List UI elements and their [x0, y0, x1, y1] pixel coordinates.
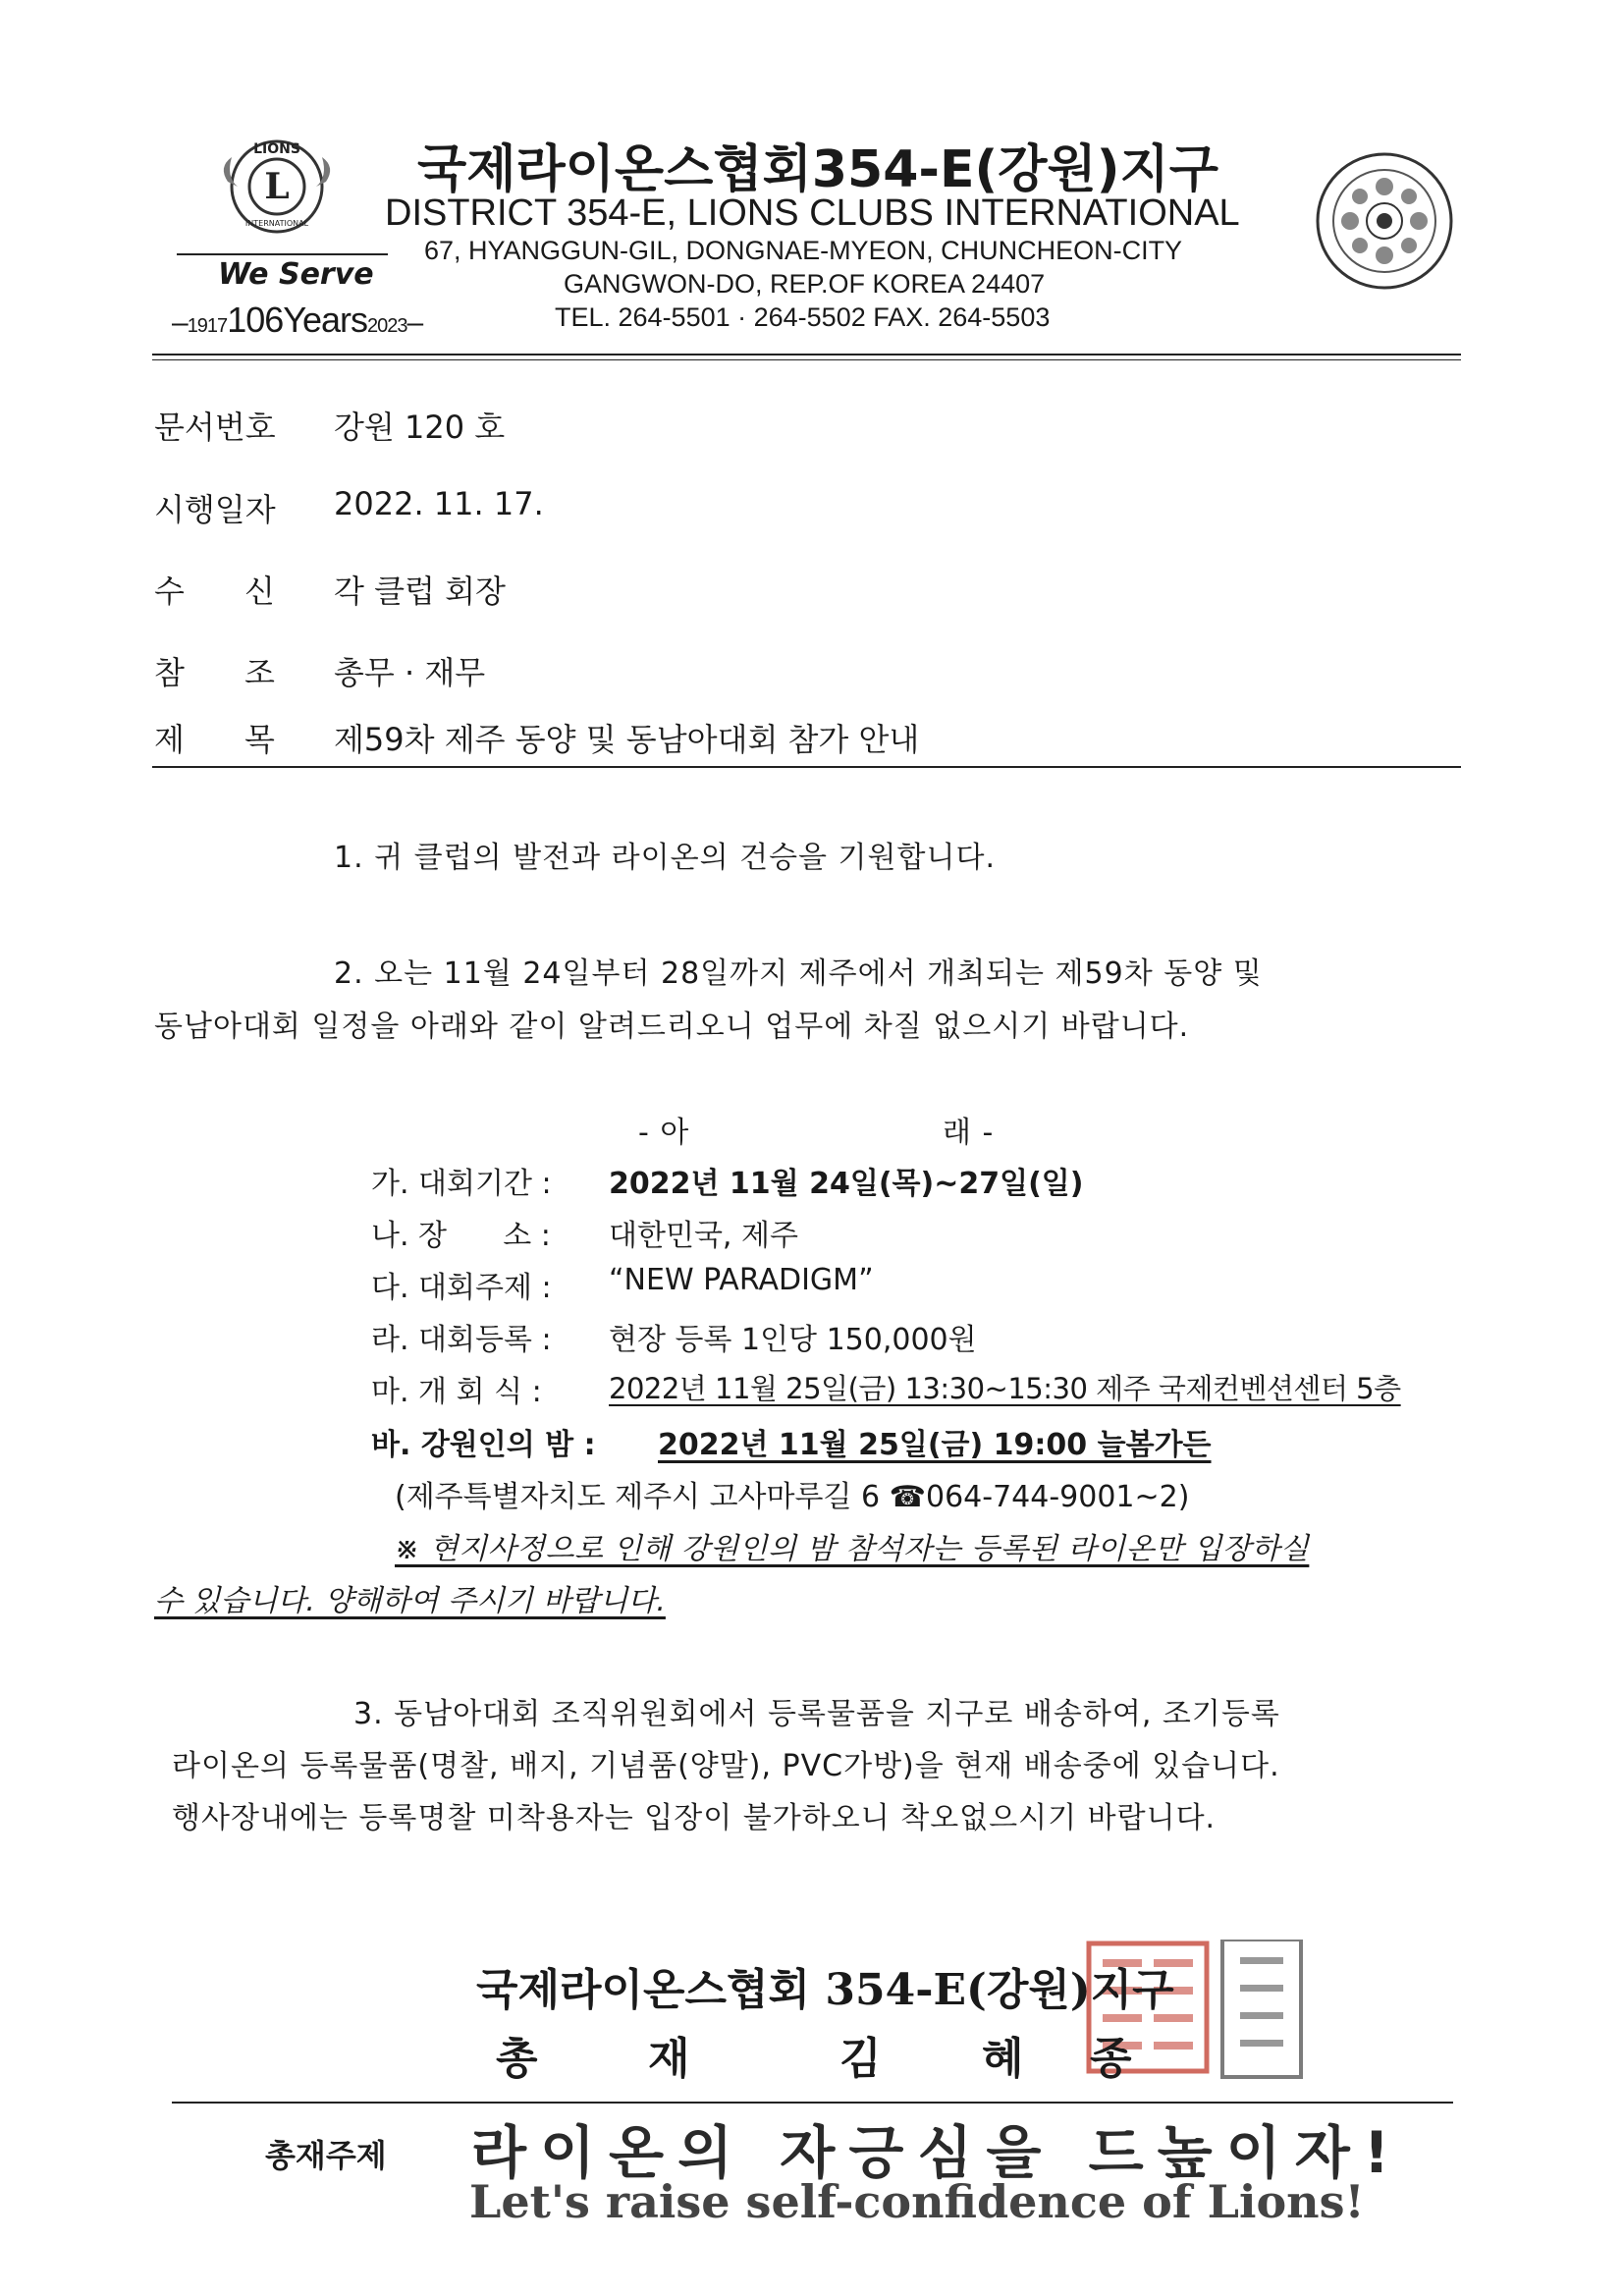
motto-en: Let's raise self-confidence of Lions! — [469, 2175, 1365, 2228]
motto-label: 총재주제 — [265, 2137, 387, 2174]
item-label: 라. 대회등록 : — [371, 1323, 552, 1357]
meta-value: 각 클럽 회장 — [334, 573, 506, 610]
logo-letter: L — [264, 166, 290, 207]
header-rule-top — [152, 354, 1461, 355]
meta-value: 총무 · 재무 — [334, 654, 486, 691]
logo-text-bottom: INTERNATIONAL — [244, 219, 309, 228]
president-name-3: 종 — [1090, 2034, 1132, 2084]
item-value-opening: 2022년 11월 25일(금) 13:30~15:30 제주 국제컨벤션센터 5층 — [609, 1372, 1401, 1405]
item-value-theme: “NEW PARADIGM” — [609, 1263, 874, 1297]
item-value-gangwon-night: 2022년 11월 25일(금) 19:00 늘봄가든 — [658, 1428, 1212, 1462]
meta-label: 참 조 — [154, 654, 275, 691]
paragraph-3-line-3: 행사장내에는 등록명찰 미착용자는 입장이 불가하오니 착오없으시기 바랍니다. — [172, 1801, 1217, 1835]
meta-value: 강원 120 호 — [334, 409, 506, 446]
meta-label: 시행일자 — [154, 491, 276, 528]
slogan: We Serve — [218, 257, 374, 292]
paragraph-1: 1. 귀 클럽의 발전과 라이온의 건승을 기원합니다. — [334, 841, 996, 875]
item-label: 가. 대회기간 : — [371, 1167, 552, 1201]
district-title-ko: 국제라이온스협회354-E(강원)지구 — [417, 140, 1218, 199]
notice-line-1: ※ 현지사정으로 인해 강원인의 밤 참석자는 등록된 라이온만 입장하실 — [395, 1532, 1310, 1566]
lions-logo — [218, 128, 336, 246]
address-line-1: 67, HYANGGUN-GIL, DONGNAE-MYEON, CHUNCHEON-CITY — [424, 236, 1183, 265]
years-middle: 106Years — [227, 300, 367, 340]
paragraph-3-line-1: 3. 동남아대회 조직위원회에서 등록물품을 지구로 배송하여, 조기등록 — [353, 1697, 1280, 1731]
paragraph-2-line-1: 2. 오는 11월 24일부터 28일까지 제주에서 개최되는 제59차 동양 및 — [334, 957, 1263, 991]
paragraph-3-line-2: 라이온의 등록물품(명찰, 배지, 기념품(양말), PVC가방)을 현재 배송중에 있습니다. — [172, 1749, 1280, 1783]
motto-ko: 라이온의 자긍심을 드높이자! — [471, 2119, 1404, 2186]
meta-value: 제59차 제주 동양 및 동남아대회 참가 안내 — [334, 721, 920, 758]
years-end: 2023 — [367, 315, 407, 337]
logo-text-top: LIONS — [253, 141, 300, 157]
footer-organization: 국제라이온스협회 354-E(강원)지구 — [476, 1965, 1174, 2015]
meta-label: 제 목 — [154, 721, 275, 758]
item-label: 다. 대회주제 : — [371, 1271, 552, 1305]
item-value-place: 대한민국, 제주 — [609, 1219, 798, 1253]
item-label: 나. 장 소 : — [371, 1219, 551, 1253]
meta-label: 문서번호 — [154, 409, 276, 446]
paragraph-2-line-2: 동남아대회 일정을 아래와 같이 알려드리오니 업무에 차질 없으시기 바랍니다. — [154, 1010, 1190, 1044]
venue-address: (제주특별자치도 제주시 고사마루길 6 ☎064-744-9001~2) — [395, 1480, 1190, 1514]
years-badge: –1917106Years2023– — [172, 300, 423, 340]
item-value-registration: 현장 등록 1인당 150,000원 — [609, 1323, 977, 1357]
years-start: 1917 — [187, 315, 228, 337]
president-name-2: 혜 — [982, 2034, 1024, 2084]
item-label: 마. 개 회 식 : — [371, 1375, 542, 1409]
item-value-period: 2022년 11월 24일(목)~27일(일) — [609, 1167, 1084, 1201]
note-title-right: 래 - — [943, 1116, 995, 1150]
phone-line: TEL. 264-5501 · 264-5502 FAX. 264-5503 — [555, 302, 1051, 332]
item-label: 바. 강원인의 밤 : — [371, 1428, 596, 1462]
meta-rule — [152, 766, 1461, 768]
meta-label: 수 신 — [154, 573, 275, 610]
slogan-rule — [177, 253, 388, 255]
president-title-1: 총 — [496, 2034, 538, 2084]
header-rule-bottom — [152, 359, 1461, 360]
note-title-left: - 아 — [638, 1116, 690, 1150]
district-title-en: DISTRICT 354-E, LIONS CLUBS INTERNATIONAL — [385, 192, 1240, 234]
footer-rule — [172, 2102, 1453, 2104]
president-name-1: 김 — [839, 2034, 882, 2084]
president-title-2: 재 — [648, 2034, 690, 2084]
address-line-2: GANGWON-DO, REP.OF KOREA 24407 — [564, 269, 1046, 299]
notice-line-2: 수 있습니다. 양해하여 주시기 바랍니다. — [154, 1584, 666, 1618]
meta-value: 2022. 11. 17. — [334, 485, 544, 522]
district-emblem — [1311, 147, 1458, 295]
